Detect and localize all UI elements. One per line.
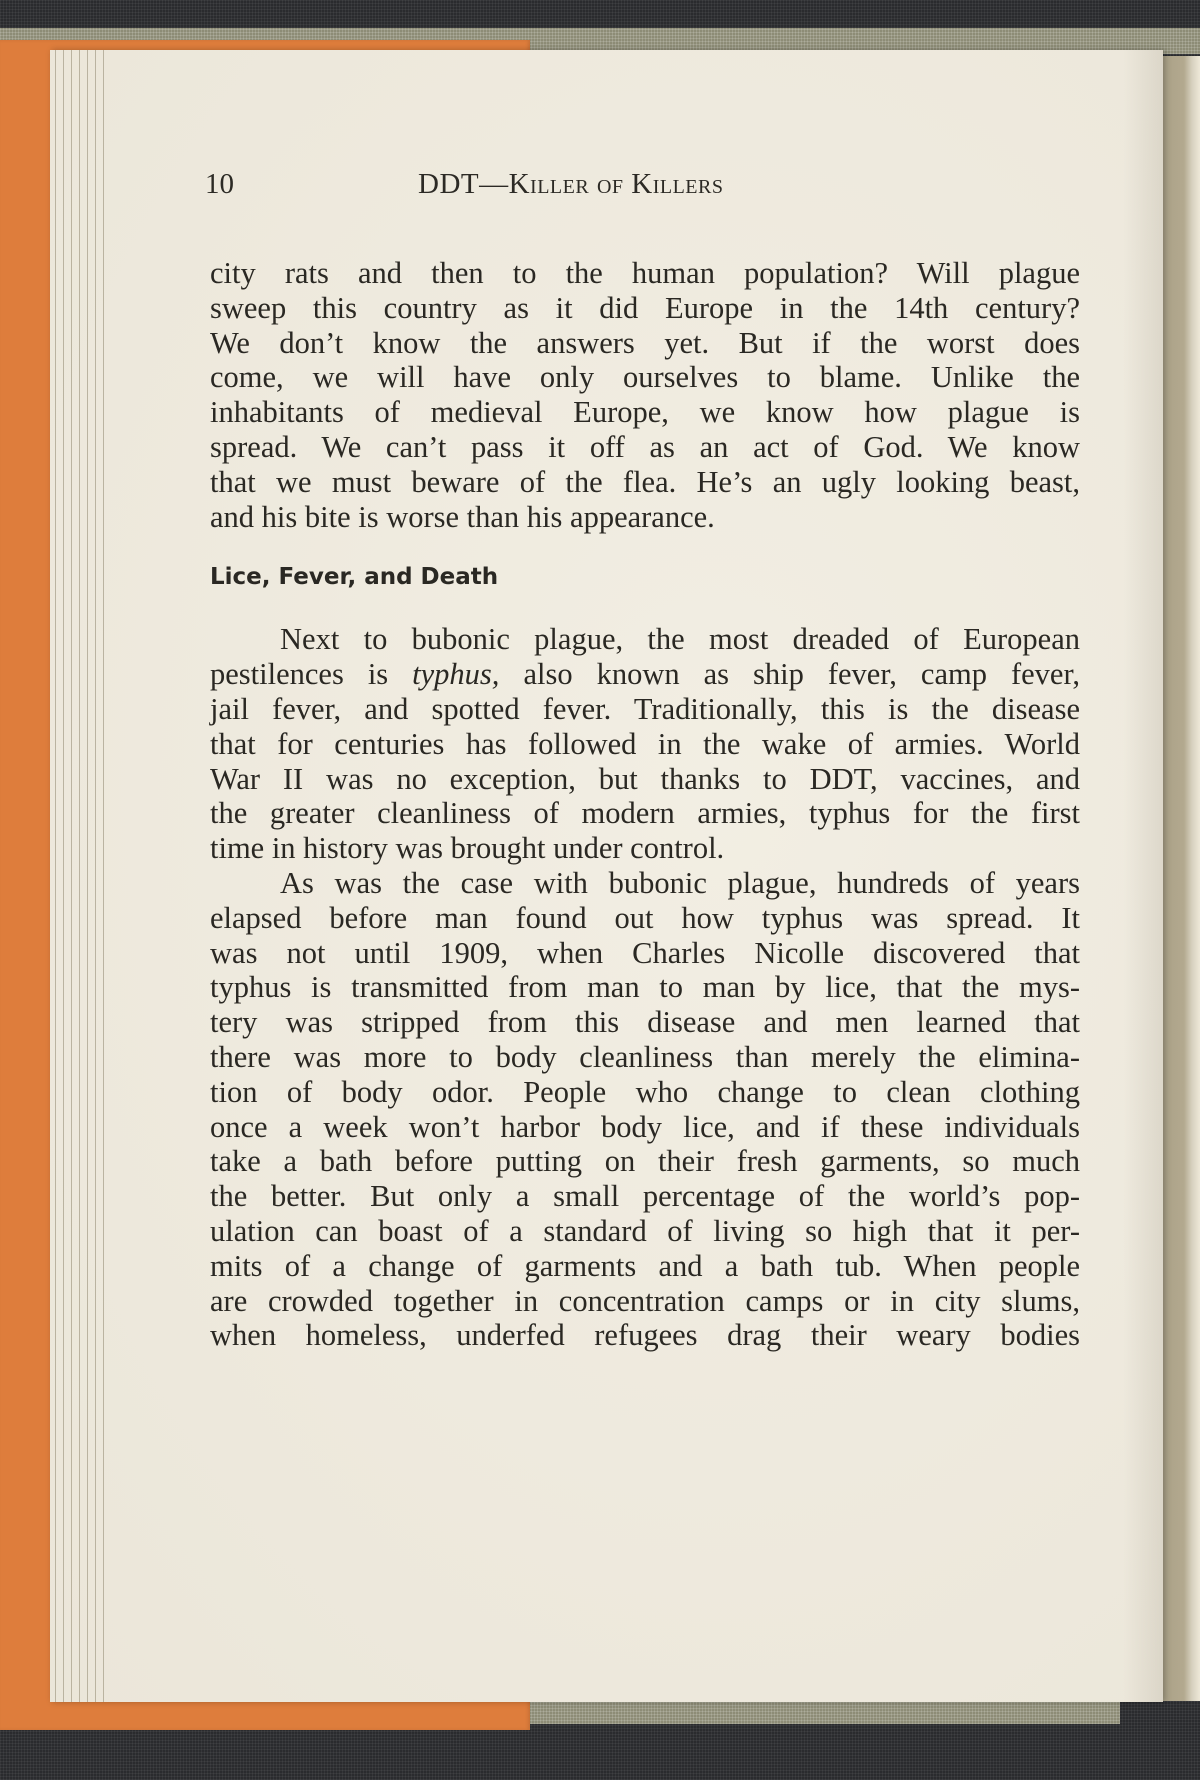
text-line: mits of a change of garments and a bath tub. When people (210, 1248, 1080, 1283)
gutter-shadow (1123, 50, 1163, 1702)
section-heading: Lice, Fever, and Death (210, 564, 499, 591)
body-text (210, 256, 1080, 1353)
text-line: that for centuries has followed in the wake of armies. World (210, 726, 1080, 761)
text-line: take a bath before putting on their fresh garments, so much (210, 1144, 1080, 1179)
text-line: We don’t know the answers yet. But if the worst does (210, 325, 1080, 360)
text-line: and his bite is worse than his appearance. (210, 499, 715, 534)
text-line: come, we will have only ourselves to blame. Unlike the (210, 360, 1080, 395)
text-line: tery was stripped from this disease and men learned that (210, 1005, 1080, 1040)
text-line: that we must beware of the flea. He’s an ugly looking beast, (210, 464, 1080, 499)
text-fragment: pestilences is (210, 657, 413, 692)
page-header (0, 168, 1200, 208)
running-title: DDT—Killer of Killers (418, 168, 724, 200)
text-line: the greater cleanliness of modern armies, typhus for the first (210, 796, 1080, 831)
text-line: jail fever, and spotted fever. Traditionally, this is the disease (210, 691, 1080, 726)
italic-term: typhus, (412, 657, 500, 692)
text-line: spread. We can’t pass it off as an act of God. We know (210, 429, 1080, 464)
text-line: inhabitants of medieval Europe, we know how plague is (210, 395, 1080, 430)
text-line: was not until 1909, when Charles Nicolle discovered that (210, 935, 1080, 970)
paragraph-3 (210, 866, 1080, 1353)
text-line: there was more to body cleanliness than merely the elimina- (210, 1039, 1080, 1074)
text-fragment: also known as ship fever, camp fever, (499, 657, 1081, 692)
text-line: Next to bubonic plague, the most dreaded of European (280, 622, 1080, 657)
facing-page-edge (1160, 56, 1200, 1701)
text-line: once a week won’t harbor body lice, and if these individuals (210, 1109, 1080, 1144)
text-line: typhus is transmitted from man to man by lice, that the mys- (210, 970, 1080, 1005)
text-line: the better. But only a small percentage of the world’s pop- (210, 1179, 1080, 1214)
text-line (210, 657, 1080, 692)
text-line: city rats and then to the human population? Will plague (210, 256, 1080, 290)
page-edges-stack (50, 50, 108, 1702)
text-line: As was the case with bubonic plague, hundreds of years (280, 865, 1080, 900)
text-line: are crowded together in concentration camps or in city slums, (210, 1283, 1080, 1318)
text-line: elapsed before man found out how typhus was spread. It (210, 900, 1080, 935)
paragraph-1 (210, 256, 1080, 534)
text-line: tion of body odor. People who change to clean clothing (210, 1074, 1080, 1109)
text-line: War II was no exception, but thanks to DDT, vaccines, and (210, 761, 1080, 796)
text-line: ulation can boast of a standard of living so high that it per- (210, 1213, 1080, 1248)
text-line: sweep this country as it did Europe in the 14th century? (210, 290, 1080, 325)
text-line: time in history was brought under control. (210, 831, 725, 866)
paragraph-2 (210, 622, 1080, 866)
page-number: 10 (205, 168, 234, 200)
text-line: when homeless, underfed refugees drag their weary bodies (210, 1318, 1080, 1353)
